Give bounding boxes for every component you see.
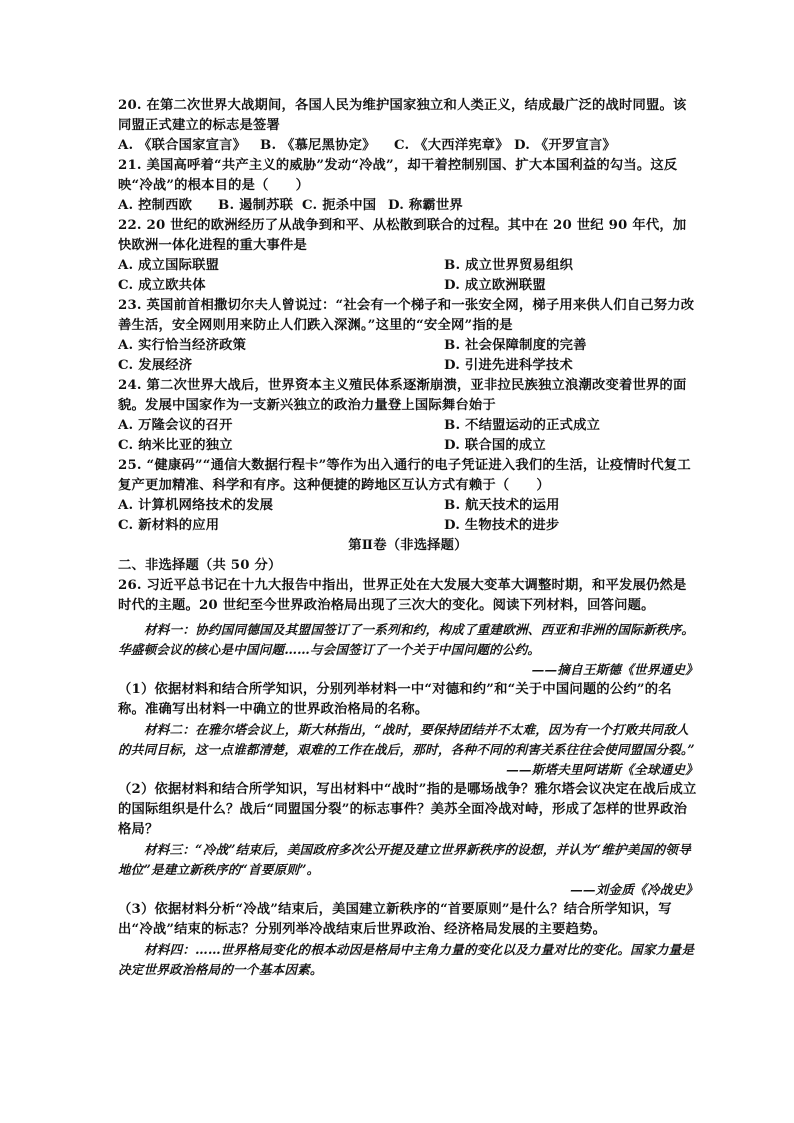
material-1-source: ——摘自王斯德《世界通史》 <box>531 662 698 677</box>
question-24-options <box>118 416 698 456</box>
q23-option-b: B. 社会保障制度的完善 <box>444 338 587 353</box>
material-2-source: ——斯塔夫里阿诺斯《全球通史》 <box>506 762 698 777</box>
question-25-options <box>118 496 698 536</box>
q24-option-b: B. 不结盟运动的正式成立 <box>444 418 601 433</box>
q21-option-c: C. 扼杀中国 <box>302 198 377 213</box>
q21-option-d: D. 称霸世界 <box>388 198 463 213</box>
q20-option-d: D. 《开罗宣言》 <box>514 138 616 153</box>
q23-option-c: C. 发展经济 <box>118 358 193 373</box>
question-20-options <box>118 136 698 156</box>
sub-question-1: （1）依据材料和结合所学知识，分别列举材料一中“对德和约”和“关于中国问题的公约”的名称。准确写出材料一中确立的世界政治格局的名称。 <box>118 682 672 717</box>
q24-option-a: A. 万隆会议的召开 <box>118 418 233 433</box>
q20-option-c: C. 《大西洋宪章》 <box>394 138 509 153</box>
question-26-stem: 26. 习近平总书记在十九大报告中指出，世界正处在大发展大变革大调整时期，和平发展仍然是时代的主题。20 世纪至今世界政治格局出现了三次大的变化。阅读下列材料，回答问题。 <box>118 578 687 613</box>
q23-option-d: D. 引进先进科学技术 <box>444 358 573 373</box>
part-2-title: 第Ⅱ卷（非选择题） <box>348 538 468 553</box>
material-2: 材料二：在雅尔塔会议上，斯大林指出，“战时，要保持团结并不太难，因为有一个打败共同敌人的共同目标，这一点谁都清楚，艰难的工作在战后，那时，各种不同的利害关系往往会使同盟国分裂。” <box>118 722 695 757</box>
q20-option-a: A. 《联合国家宣言》 <box>118 138 247 153</box>
question-21-stem: 21. 美国高呼着“共产主义的威胁”发动“冷战”，却干着控制别国、扩大本国利益的勾当。这反映“冷战”的根本目的是（ ） <box>118 158 678 193</box>
q25-option-c: C. 新材料的应用 <box>118 518 220 533</box>
question-20-stem: 20. 在第二次世界大战期间，各国人民为维护国家独立和人类正义，结成最广泛的战时同盟。该同盟正式建立的标志是签署 <box>118 98 687 133</box>
question-21-options <box>118 196 698 216</box>
sub-question-2: （2）依据材料和结合所学知识，写出材料中“战时”指的是哪场战争？雅尔塔会议决定在战后成立的国际组织是什么？战后“同盟国分裂”的标志事件？美苏全面冷战对峙，形成了怎样的世界政治格局？ <box>118 782 697 837</box>
q24-option-c: C. 纳米比亚的独立 <box>118 438 233 453</box>
q23-option-a: A. 实行恰当经济政策 <box>118 338 247 353</box>
question-23-stem: 23. 英国前首相撒切尔夫人曾说过：“社会有一个梯子和一张安全网，梯子用来供人们自己努力改善生活，安全网则用来防止人们跌入深渊。”这里的“安全网”指的是 <box>118 298 695 333</box>
material-3: 材料三：“冷战”结束后，美国政府多次公开提及建立世界新秩序的设想，并认为“维护美国的领导地位”是建立新秩序的“首要原则”。 <box>118 842 691 877</box>
material-3-source: ——刘金质《冷战史》 <box>570 882 698 897</box>
q22-option-b: B. 成立世界贸易组织 <box>444 258 574 273</box>
q25-option-d: D. 生物技术的进步 <box>444 518 560 533</box>
question-23-options <box>118 336 698 376</box>
material-4: 材料四：……世界格局变化的根本动因是格局中主角力量的变化以及力量对比的变化。国家力量是决定世界政治格局的一个基本因素。 <box>118 942 695 977</box>
q21-option-b: B. 遏制苏联 <box>218 198 294 213</box>
section-2-heading: 二、非选择题（共 50 分） <box>118 558 282 573</box>
q24-option-d: D. 联合国的成立 <box>444 438 546 453</box>
sub-question-3: （3）依据材料分析“冷战”结束后，美国建立新秩序的“首要原则”是什么？结合所学知识，写出“冷战”结束的标志？分别列举冷战结束后世界政治、经济格局发展的主要趋势。 <box>118 902 672 937</box>
q22-option-c: C. 成立欧共体 <box>118 278 206 293</box>
q22-option-a: A. 成立国际联盟 <box>118 258 220 273</box>
q22-option-d: D. 成立欧洲联盟 <box>444 278 546 293</box>
question-25-stem: 25. “健康码”“通信大数据行程卡”等作为出入通行的电子凭证进入我们的生活，让疫情时代复工复产更加精准、科学和有序。这种便捷的跨地区互认方式有赖于（ ） <box>118 458 691 493</box>
question-22-options <box>118 256 698 296</box>
material-1: 材料一：协约国同德国及其盟国签订了一系列和约，构成了重建欧洲、西亚和非洲的国际新秩序。华盛顿会议的核心是中国问题……与会国签订了一个关于中国问题的公约。 <box>118 622 695 657</box>
q20-option-b: B. 《慕尼黑协定》 <box>260 138 376 153</box>
q25-option-a: A. 计算机网络技术的发展 <box>118 498 274 513</box>
question-22-stem: 22. 20 世纪的欧洲经历了从战争到和平、从松散到联合的过程。其中在 20 世纪 90 年代，加快欧洲一体化进程的重大事件是 <box>118 218 687 253</box>
exam-page <box>118 96 698 980</box>
q25-option-b: B. 航天技术的运用 <box>444 498 560 513</box>
question-24-stem: 24. 第二次世界大战后，世界资本主义殖民体系逐渐崩溃，亚非拉民族独立浪潮改变着世界的面貌。发展中国家作为一支新兴独立的政治力量登上国际舞台始于 <box>118 378 687 413</box>
q21-option-a: A. 控制西欧 <box>118 198 193 213</box>
